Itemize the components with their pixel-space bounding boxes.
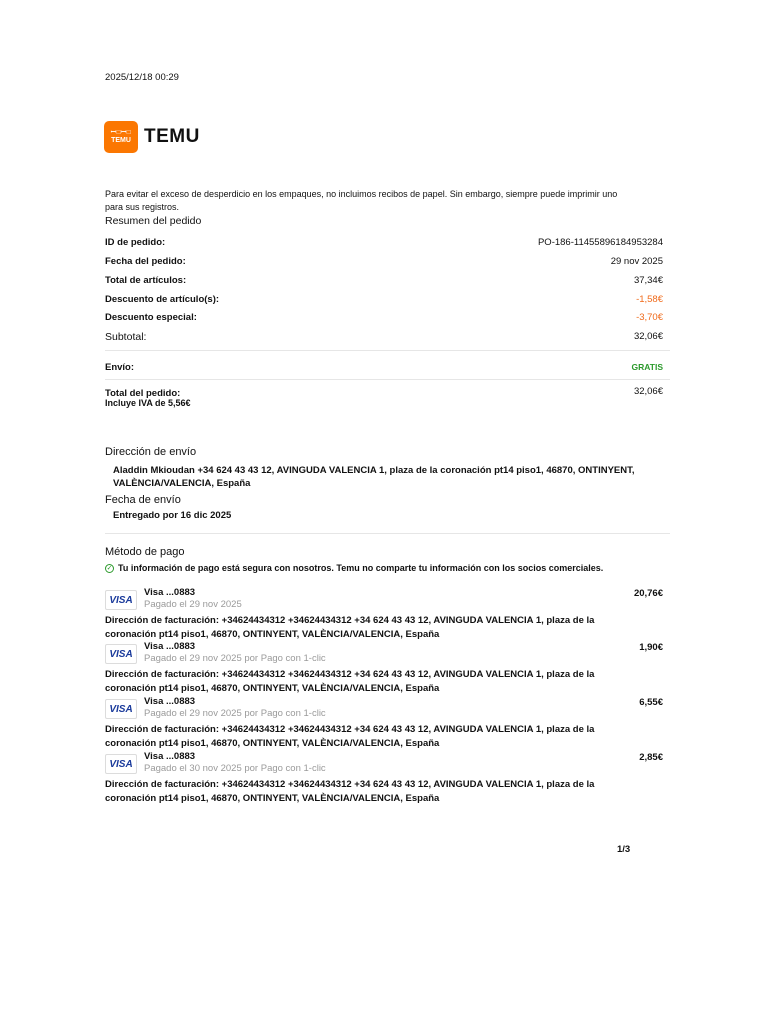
payment-entry (105, 697, 665, 751)
shipping-cost-label: Envío: (105, 362, 135, 373)
shipping-address-title: Dirección de envío (105, 446, 197, 458)
payment-amount: 1,90€ (639, 642, 663, 653)
visa-card-icon: VISA (105, 754, 137, 774)
order-date-value: 29 nov 2025 (610, 256, 663, 267)
billing-address: Dirección de facturación: +34624434312 +34624434312 +34 624 43 43 12, AVINGUDA VALENCIA 1, plaza de la coronación pt14 piso1, 46870, ONTINYENT, VALÈNCIA/VALENCIA, España (105, 724, 595, 749)
payment-amount: 2,85€ (639, 752, 663, 763)
paid-date: Pagado el 29 nov 2025 (144, 599, 242, 610)
billing-address: Dirección de facturación: +34624434312 +34624434312 +34 624 43 43 12, AVINGUDA VALENCIA 1, plaza de la coronación pt14 piso1, 46870, ONTINYENT, VALÈNCIA/VALENCIA, España (105, 779, 595, 804)
paid-date: Pagado el 30 nov 2025 por Pago con 1-clic (144, 763, 326, 774)
payment-method-title: Método de pago (105, 546, 185, 558)
temu-logo-text: TEMU (144, 126, 200, 147)
special-discount-value: -3,70€ (636, 312, 663, 323)
payment-amount: 20,76€ (633, 588, 663, 599)
visa-card-icon: VISA (105, 699, 137, 719)
print-timestamp: 2025/12/18 00:29 (105, 72, 179, 83)
paid-date: Pagado el 29 nov 2025 por Pago con 1-clic (144, 708, 326, 719)
order-summary-title: Resumen del pedido (105, 215, 202, 227)
paper-receipt-note: Para evitar el exceso de desperdicio en los empaques, no incluimos recibos de papel. Sin embargo, siempre puede imprimir uno para sus registros. (105, 189, 618, 212)
order-id-label: ID de pedido: (105, 237, 166, 248)
paid-date: Pagado el 29 nov 2025 por Pago con 1-clic (144, 653, 326, 664)
billing-address: Dirección de facturación: +34624434312 +34624434312 +34 624 43 43 12, AVINGUDA VALENCIA 1, plaza de la coronación pt14 piso1, 46870, ONTINYENT, VALÈNCIA/VALENCIA, España (105, 669, 595, 694)
temu-logo-icon: ꟷ□ꟷ□ TEMU (104, 121, 138, 153)
order-id-value: PO-186-11455896184953284 (537, 237, 663, 248)
item-discount-row (105, 294, 663, 308)
order-date-row (105, 256, 663, 270)
item-discount-label: Descuento de artículo(s): (105, 294, 220, 305)
delivery-date: Entregado por 16 dic 2025 (113, 510, 232, 521)
shipping-cost-value: GRATIS (631, 362, 663, 372)
check-circle-icon: ✓ (106, 565, 113, 572)
shipping-cost-row (105, 362, 663, 376)
shipping-address: Aladdin Mkioudan +34 624 43 43 12, AVINGUDA VALENCIA 1, plaza de la coronación pt14 piso1, 46870, ONTINYENT, VALÈNCIA/VALENCIA, España (113, 465, 635, 489)
billing-address: Dirección de facturación: +34624434312 +34624434312 +34 624 43 43 12, AVINGUDA VALENCIA 1, plaza de la coronación pt14 piso1, 46870, ONTINYENT, VALÈNCIA/VALENCIA, España (105, 615, 595, 640)
card-label: Visa ...0883 (144, 696, 196, 707)
items-total-value: 37,34€ (633, 275, 663, 286)
divider (105, 379, 670, 380)
special-discount-row (105, 312, 663, 326)
divider (105, 350, 670, 351)
payment-entry (105, 752, 665, 806)
payment-amount: 6,55€ (639, 697, 663, 708)
special-discount-label: Descuento especial: (105, 312, 197, 323)
divider (105, 533, 670, 534)
subtotal-row (105, 331, 663, 345)
card-label: Visa ...0883 (144, 587, 196, 598)
shipping-date-title: Fecha de envío (105, 494, 181, 506)
payment-entry (105, 588, 665, 642)
order-id-row (105, 237, 663, 251)
subtotal-label: Subtotal: (105, 331, 147, 343)
visa-card-icon: VISA (105, 590, 137, 610)
items-total-label: Total de artículos: (105, 275, 187, 286)
temu-logo (104, 121, 200, 153)
order-total-label: Total del pedido: (105, 388, 181, 399)
vat-note: Incluye IVA de 5,56€ (105, 398, 191, 408)
item-discount-value: -1,58€ (636, 294, 663, 305)
order-total-value: 32,06€ (633, 386, 663, 397)
order-date-label: Fecha del pedido: (105, 256, 186, 267)
secure-payment-note (105, 563, 603, 573)
items-total-row (105, 275, 663, 289)
page-number: 1/3 (617, 844, 631, 855)
card-label: Visa ...0883 (144, 641, 196, 652)
subtotal-value: 32,06€ (633, 331, 663, 342)
visa-card-icon: VISA (105, 644, 137, 664)
card-label: Visa ...0883 (144, 751, 196, 762)
payment-entry (105, 642, 665, 696)
secure-payment-text: Tu información de pago está segura con nosotros. Temu no comparte tu información con los socios comerciales. (118, 563, 604, 573)
